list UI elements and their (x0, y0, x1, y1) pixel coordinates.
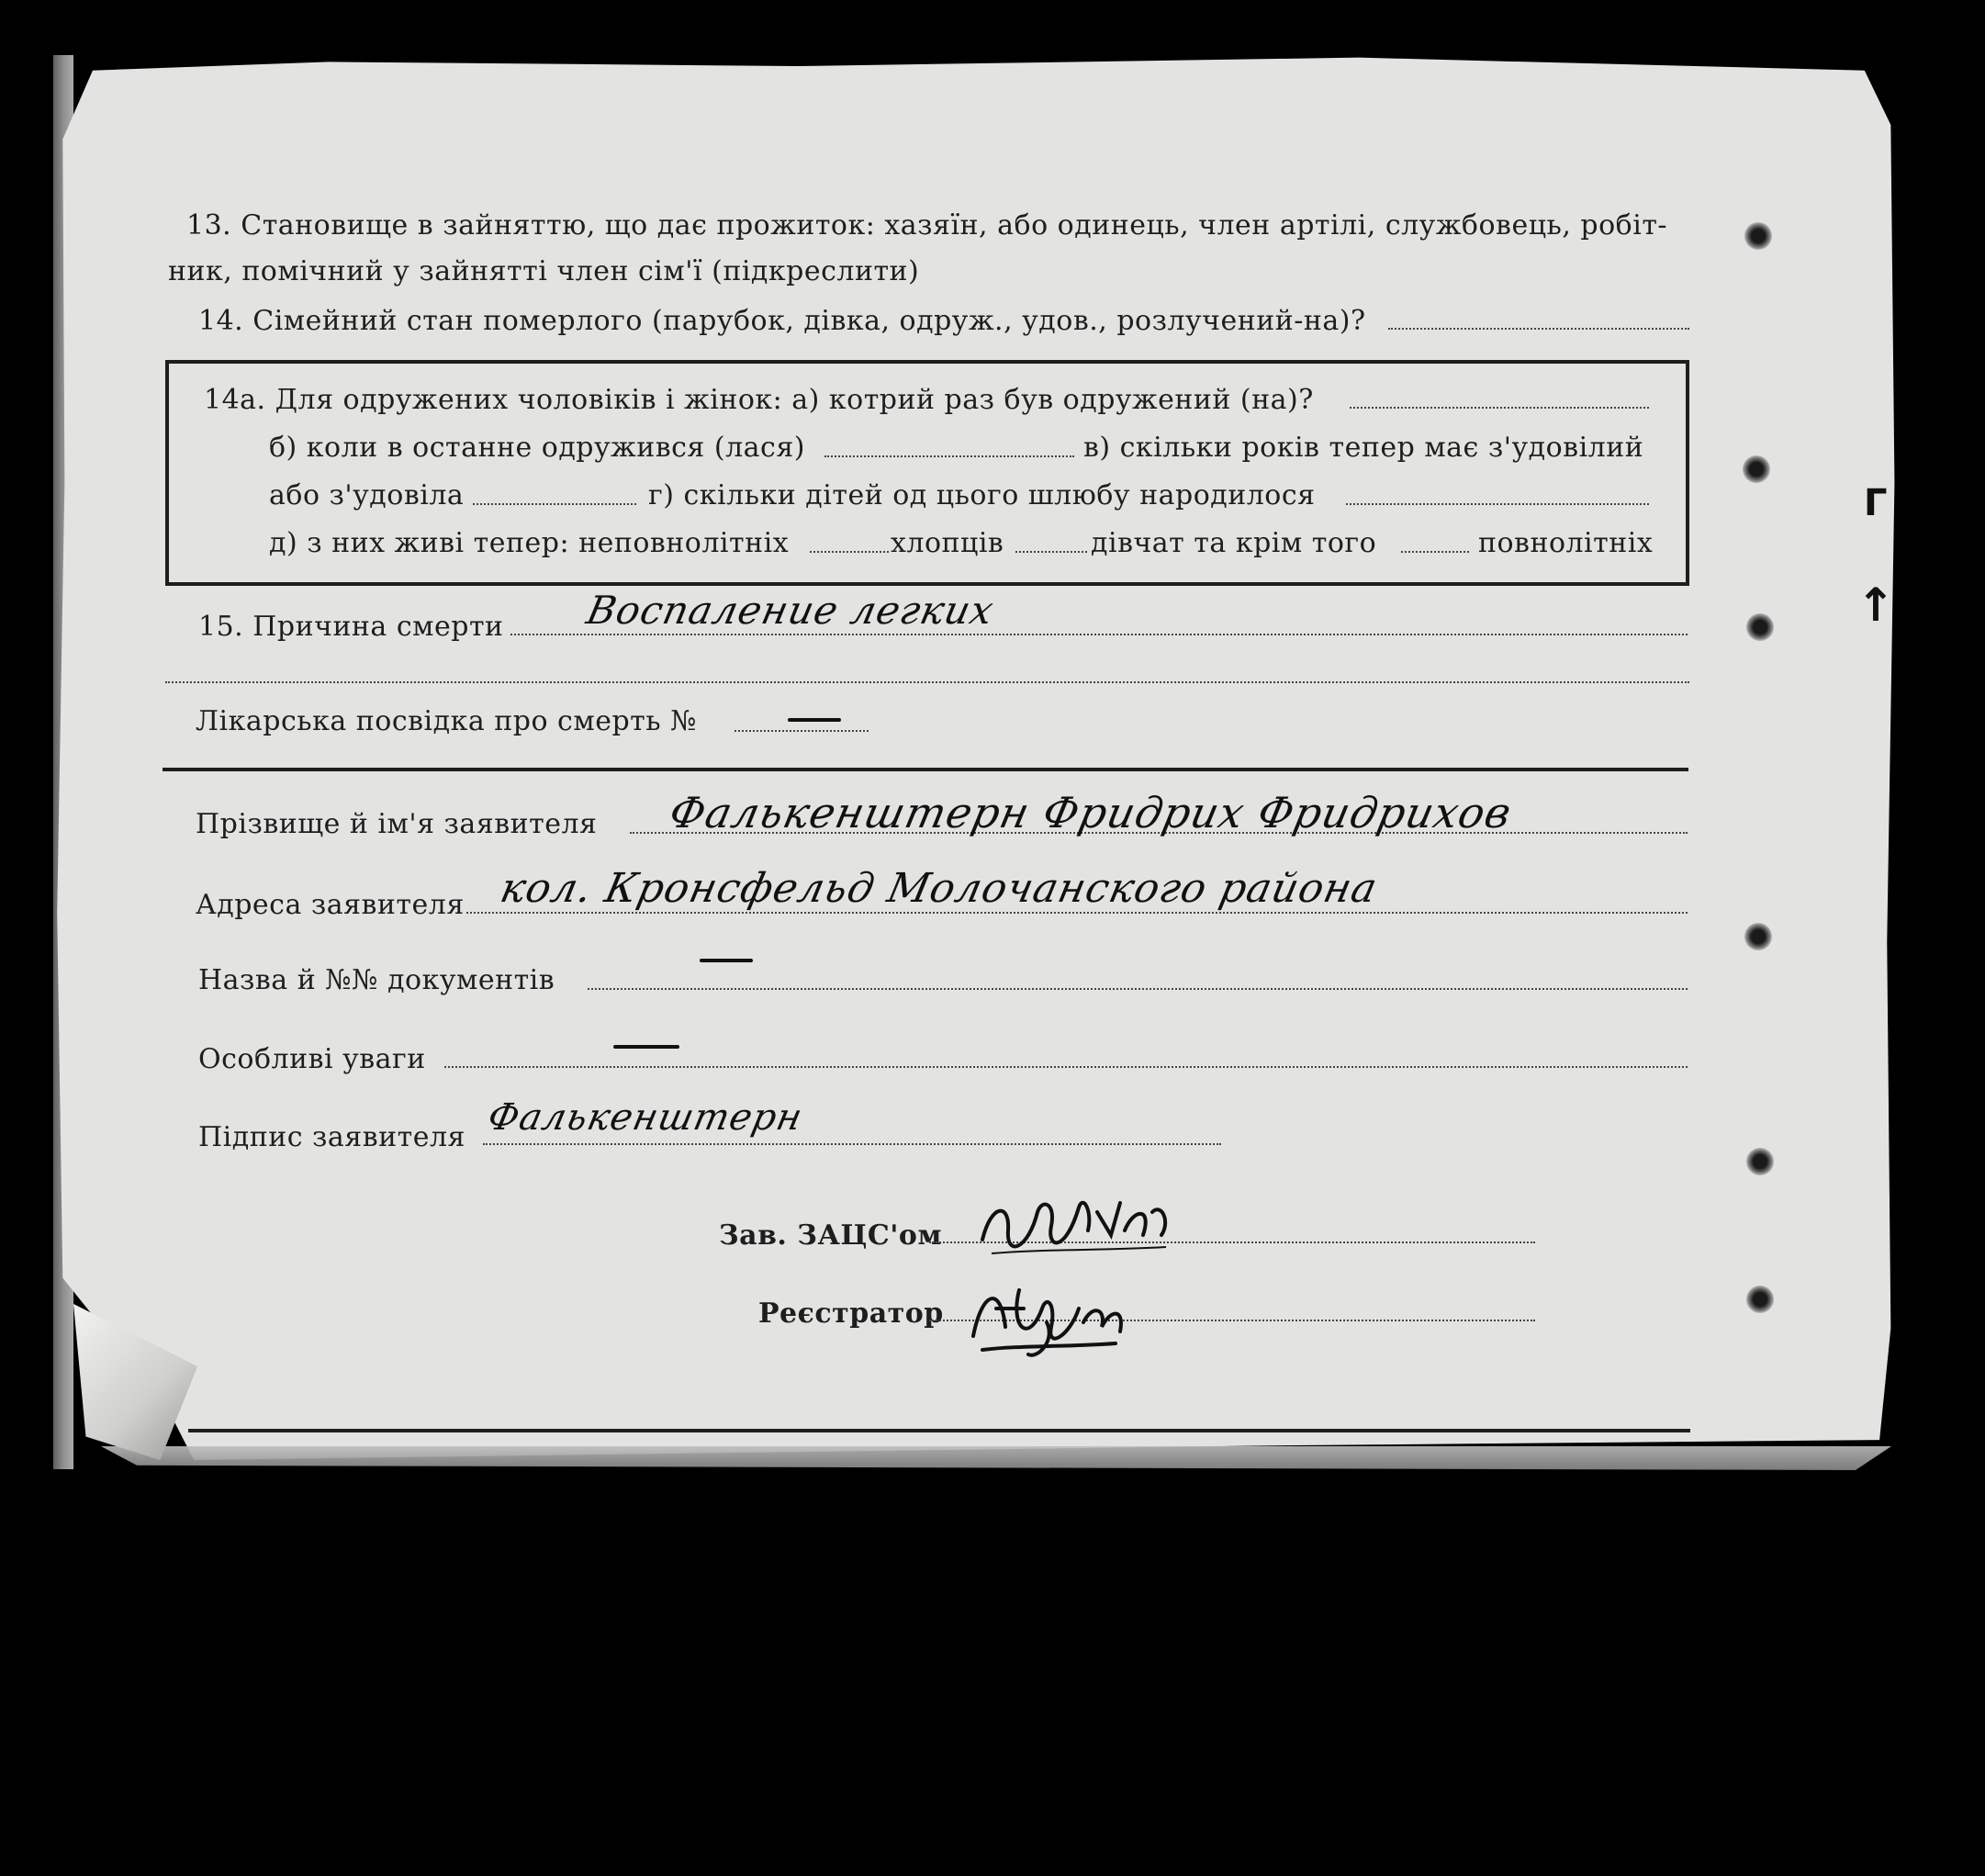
applicant-signature-line (483, 1143, 1221, 1145)
registrar-signature (955, 1272, 1138, 1364)
punch-hole (1746, 1286, 1774, 1313)
applicant-name-handwriting: Фалькенштерн Фридрих Фридрихов (665, 788, 1517, 837)
punch-hole (1746, 1148, 1774, 1175)
item-14a-b: б) коли в останне одружився (лася) (269, 432, 805, 464)
punch-hole (1746, 613, 1774, 641)
medical-certificate-label: Лікарська посвідка про смерть № (196, 705, 698, 737)
punch-hole (1744, 923, 1772, 950)
cause-of-death-handwriting: Воспаление легких (582, 588, 999, 633)
item-14a-v: в) скільки років тепер має з'удовілий (1083, 432, 1644, 464)
applicant-address-handwriting: кол. Кронсфельд Молочанского района (496, 865, 1383, 912)
item-15-cause-of-death-label: 15. Причина смерти (198, 611, 504, 643)
medical-certificate-dash (788, 718, 841, 722)
item-14a-d-girls-line (1401, 551, 1469, 553)
documents-line (588, 988, 1688, 990)
bottom-divider (188, 1429, 1690, 1432)
cause-of-death-line-2 (165, 681, 1689, 683)
applicant-signature-handwriting: Фалькенштерн (484, 1096, 807, 1139)
item-14-answer-line (1388, 328, 1689, 330)
item-14a-g-answer-line (1346, 503, 1649, 505)
item-14a-d-boys-line (1015, 551, 1087, 553)
item-14a-abo: або з'удовіла (269, 479, 465, 511)
edge-mark: ↑ (1856, 579, 1895, 632)
cause-of-death-line (510, 634, 1688, 635)
documents-label: Назва й №№ документів (198, 964, 555, 996)
item-13-line-1: 13. Становище в зайняттю, що дає прожиток: хазяїн, або одинець, член артілі, службовець, робіт- (186, 209, 1668, 242)
applicant-signature-label: Підпис заявителя (198, 1121, 465, 1153)
item-14a-girls: дівчат та крім того (1091, 527, 1377, 559)
applicant-name-label: Прізвище й ім'я заявителя (196, 808, 598, 840)
item-14a-g: г) скільки дітей од цього шлюбу народилося (648, 479, 1316, 511)
item-14a-d-minors-line (810, 551, 889, 553)
documents-dash (700, 959, 753, 962)
applicant-address-label: Адреса заявителя (196, 889, 465, 921)
head-zags-signature (973, 1185, 1175, 1267)
item-14: 14. Сімейний стан померлого (парубок, дівка, одруж., удов., розлучений-на)? (198, 305, 1366, 337)
item-14a-adults: повнолітніх (1478, 527, 1654, 559)
special-notes-line (444, 1066, 1688, 1068)
item-14a-v-answer-line (473, 503, 636, 505)
item-14a-d: д) з них живі тепер: неповнолітніх (269, 527, 790, 559)
special-notes-dash (613, 1045, 679, 1049)
applicant-address-line (466, 912, 1688, 914)
special-notes-value (0, 0, 1, 1)
head-zags-label: Зав. ЗАЦС'ом (719, 1219, 942, 1252)
item-14a-line-1: 14а. Для одружених чоловіків і жінок: а) котрий раз був одружений (на)? (204, 384, 1314, 416)
registrar-label: Реєстратор (758, 1297, 944, 1330)
item-14a-a-answer-line (1350, 407, 1649, 409)
item-14a-boys: хлопців (891, 527, 1004, 559)
paper-edge-bottom (101, 1446, 1891, 1470)
item-14a-b-answer-line (824, 455, 1074, 457)
section-divider (163, 768, 1688, 771)
punch-hole (1744, 222, 1772, 250)
special-notes-label: Особливі уваги (198, 1043, 426, 1075)
item-13-line-2: ник, помічний у зайнятті член сім'ї (підкреслити) (168, 255, 920, 287)
medical-certificate-line (735, 730, 869, 732)
punch-hole (1743, 455, 1770, 483)
edge-mark: Г (1864, 482, 1888, 524)
